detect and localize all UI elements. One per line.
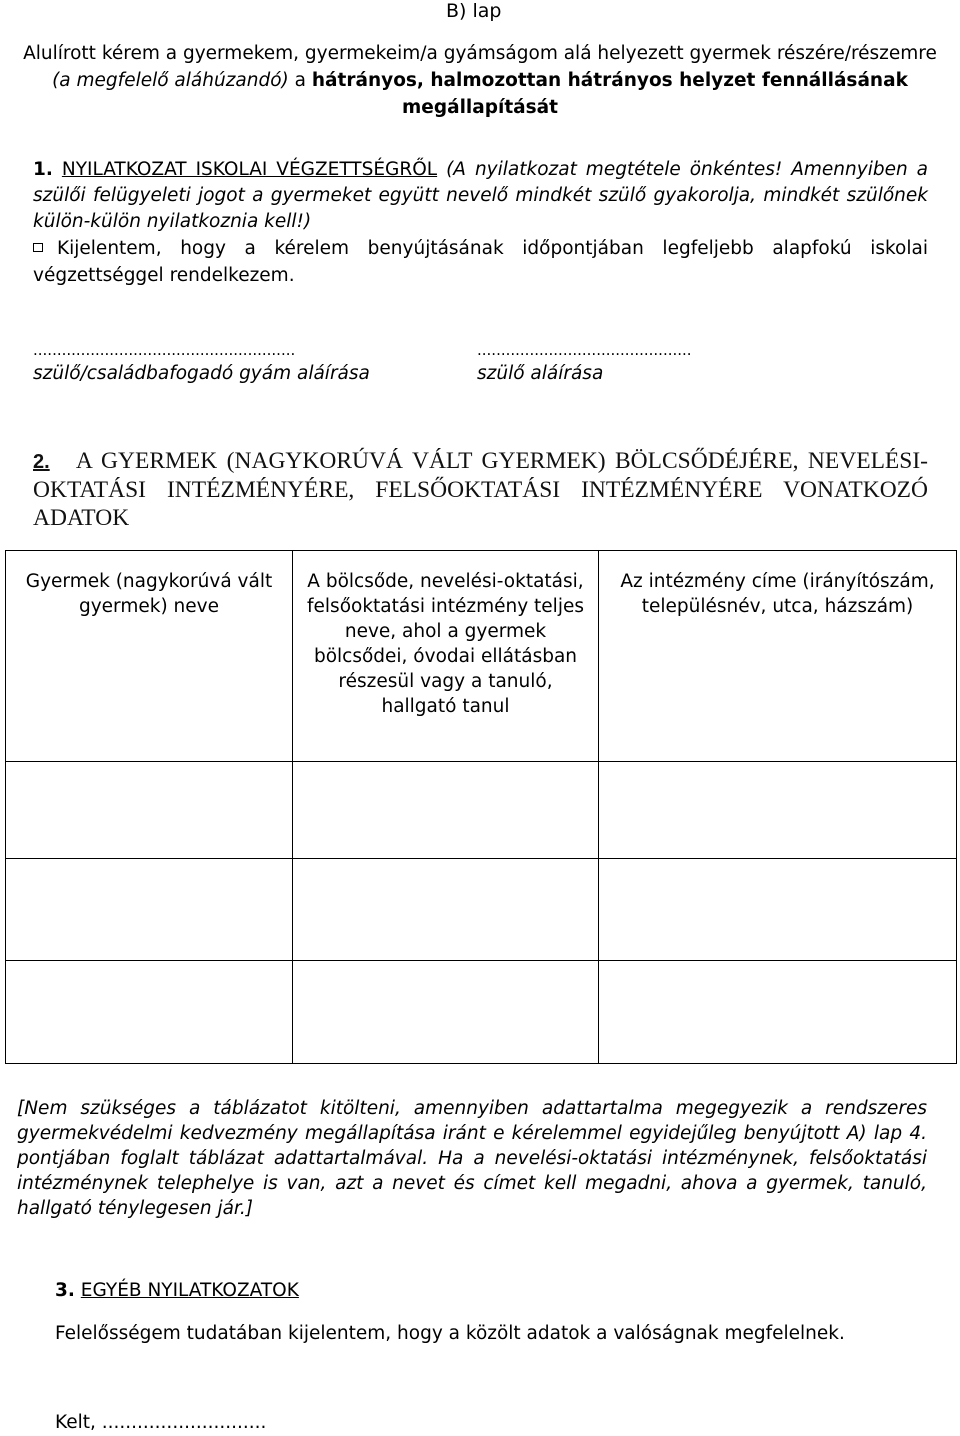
section-1-note: (A nyilatkozat megtétele önkéntes! Amennyiben a szülői felügyeleti jogot a gyermeket együtt nevelő mindkét szülő gyakorolja, mindkét szülőnek külön-külön nyilatkoznia kell!) (33, 159, 929, 232)
intro-line-3 (0, 94, 960, 121)
intro-paragraph (0, 40, 960, 121)
section-1-heading (33, 157, 928, 235)
table-cell-institution-address[interactable] (599, 762, 957, 859)
table-cell-institution-address[interactable] (599, 859, 957, 961)
intro-line-2 (0, 67, 960, 94)
section-3-title: EGYÉB NYILATKOZATOK (80, 1280, 299, 1301)
declaration-option (33, 235, 928, 289)
place-date-field[interactable]: Kelt, ............................ (55, 1412, 267, 1433)
section-1-number: 1. (33, 159, 53, 180)
intro-bold-2: megállapítását (402, 97, 558, 118)
signature-label-guardian: szülő/családbafogadó gyám aláírása (33, 363, 370, 384)
signature-label-parent: szülő aláírása (477, 363, 604, 384)
table-cell-institution-name[interactable] (293, 961, 599, 1064)
section-3-statement: Felelősségem tudatában kijelentem, hogy a közölt adatok a valóságnak megfelelnek. (55, 1323, 845, 1344)
intro-middle: a (288, 70, 312, 91)
section-1-title: NYILATKOZAT ISKOLAI VÉGZETTSÉGRŐL (61, 159, 438, 180)
section-2-number: 2. (33, 451, 50, 473)
table-header-child-name: Gyermek (nagykorúvá vált gyermek) neve (6, 551, 293, 762)
section-3-heading (55, 1280, 299, 1301)
intro-line-1: Alulírott kérem a gyermekem, gyermekeim/a gyámságom alá helyezett gyermek részére/részemre (23, 43, 937, 64)
intro-bold-1: hátrányos, halmozottan hátrányos helyzet fennállásának (311, 70, 908, 91)
table-note: [Nem szükséges a táblázatot kitölteni, amennyiben adattartalma megegyezik a rendszeres gyermekvédelmi kedvezmény megállapítása iránt e kérelemmel egyidejűleg benyújtott A) lap 4. pontjában foglalt táblázat adattartalmával. Ha a nevelési-oktatási intézménynek, felsőoktatási intézménynek telephelye is van, azt a nevet és címet kell megadni, ahova a gyermek, tanuló, hallgató ténylegesen jár.] (17, 1098, 927, 1219)
table-row (6, 961, 957, 1064)
signature-block-parent (477, 341, 692, 384)
table-cell-child-name[interactable] (6, 762, 293, 859)
signature-line-parent: ............................................. (477, 341, 692, 359)
table-row (6, 859, 957, 961)
table-header-row (6, 551, 957, 762)
section-2-heading (33, 447, 928, 532)
institution-table (5, 550, 957, 1064)
table-cell-child-name[interactable] (6, 961, 293, 1064)
declaration-checkbox[interactable] (33, 243, 43, 252)
form-label: B) lap (446, 0, 502, 22)
table-cell-child-name[interactable] (6, 859, 293, 961)
signature-block-guardian (33, 341, 370, 384)
section-2-title: A GYERMEK (NAGYKORÚVÁ VÁLT GYERMEK) BÖLCSŐDÉJÉRE, NEVELÉSI-OKTATÁSI INTÉZMÉNYÉRE, FELSŐOKTATÁSI INTÉZMÉNYÉRE VONATKOZÓ ADATOK (33, 448, 928, 531)
table-cell-institution-name[interactable] (293, 762, 599, 859)
table-header-institution-name: A bölcsőde, nevelési-oktatási, felsőoktatási intézmény teljes neve, ahol a gyermek bölcsődei, óvodai ellátásban részesül vagy a tanuló, hallgató tanul (293, 551, 599, 762)
intro-underline-hint: (a megfelelő aláhúzandó) (52, 70, 289, 91)
table-cell-institution-name[interactable] (293, 859, 599, 961)
table-cell-institution-address[interactable] (599, 961, 957, 1064)
declaration-text: Kijelentem, hogy a kérelem benyújtásának időpontjában legfeljebb alapfokú iskolai végzettséggel rendelkezem. (33, 238, 928, 286)
table-row (6, 762, 957, 859)
table-header-institution-address: Az intézmény címe (irányítószám, településnév, utca, házszám) (599, 551, 957, 762)
section-3-number: 3. (55, 1280, 75, 1301)
signature-line-guardian: ....................................................... (33, 341, 296, 359)
